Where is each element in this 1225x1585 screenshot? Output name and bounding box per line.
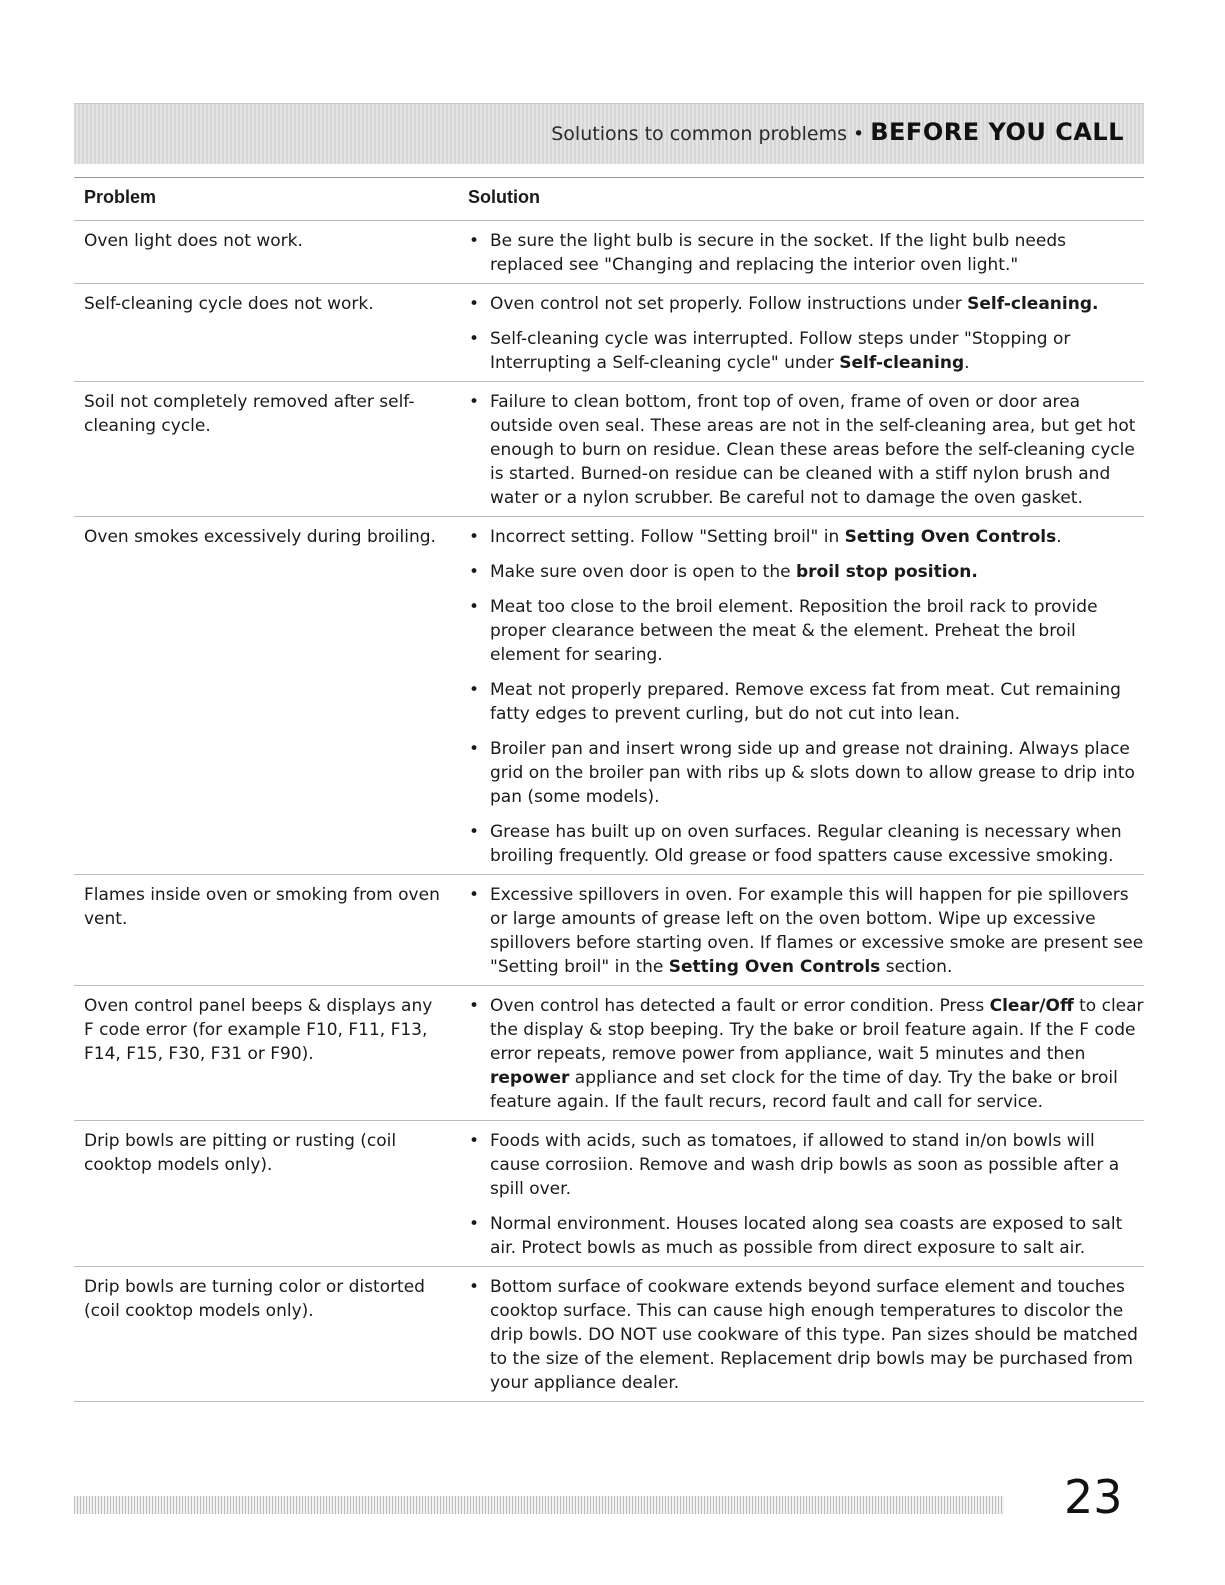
problem-text: Drip bowls are pitting or rusting (coil cooktop models only). bbox=[84, 1131, 397, 1175]
solution-item bbox=[466, 883, 1144, 979]
problem-text: Self-cleaning cycle does not work. bbox=[84, 294, 374, 314]
problem-text: Oven light does not work. bbox=[84, 231, 303, 251]
solution-text: . bbox=[964, 353, 970, 373]
solution-text: appliance and set clock for the time of day. Try the bake or broil feature again. If the fault recurs, record fault and call for service. bbox=[490, 1068, 1118, 1112]
solution-list bbox=[466, 986, 1144, 1120]
solution-list bbox=[466, 1267, 1144, 1401]
page-header bbox=[551, 118, 1124, 146]
emphasis-text: Clear/Off bbox=[989, 996, 1074, 1016]
solution-text: Make sure oven door is open to the bbox=[490, 562, 796, 582]
table-row bbox=[74, 1121, 1144, 1267]
table-header-row bbox=[74, 177, 1144, 221]
solution-list bbox=[466, 382, 1144, 516]
emphasis-text: Setting Oven Controls bbox=[844, 527, 1057, 547]
solution-text: Broiler pan and insert wrong side up and grease not draining. Always place grid on the broiler pan with ribs up & slots down to allow grease to drip into pan (some models). bbox=[490, 739, 1135, 807]
emphasis-text: Self-cleaning bbox=[839, 353, 965, 373]
solution-item bbox=[466, 1275, 1144, 1395]
bullet-icon: • bbox=[469, 1277, 480, 1297]
solution-item bbox=[466, 595, 1144, 667]
solution-item bbox=[466, 1129, 1144, 1201]
header-separator: • bbox=[853, 123, 865, 145]
solution-item bbox=[466, 737, 1144, 809]
solution-list bbox=[466, 517, 1144, 874]
bullet-icon: • bbox=[469, 527, 480, 547]
problem-column-header: Problem bbox=[84, 187, 157, 207]
bullet-icon: • bbox=[469, 1131, 480, 1151]
bullet-icon: • bbox=[469, 294, 480, 314]
solution-list bbox=[466, 1121, 1144, 1266]
emphasis-text: broil stop position. bbox=[795, 562, 978, 582]
bullet-icon: • bbox=[469, 680, 480, 700]
bullet-icon: • bbox=[469, 1214, 480, 1234]
solution-text: Grease has built up on oven surfaces. Regular cleaning is necessary when broiling frequently. Old grease or food spatters cause excessive smoking. bbox=[490, 822, 1122, 866]
emphasis-text: repower bbox=[490, 1068, 570, 1088]
solution-text: Bottom surface of cookware extends beyond surface element and touches cooktop surface. This can cause high enough temperatures to discolor the drip bowls. DO NOT use cookware of this type. Pan sizes should be matched to the size of the element. Replacement drip bowls may be purchased from your appliance dealer. bbox=[490, 1277, 1138, 1393]
problem-text: Flames inside oven or smoking from oven vent. bbox=[84, 885, 440, 929]
table-row bbox=[74, 875, 1144, 986]
header-subtitle: Solutions to common problems bbox=[551, 123, 848, 145]
page-number: 23 bbox=[1064, 1470, 1123, 1524]
bullet-icon: • bbox=[469, 739, 480, 759]
table-row bbox=[74, 986, 1144, 1121]
solution-item bbox=[466, 678, 1144, 726]
table-row bbox=[74, 221, 1144, 284]
solution-text: Normal environment. Houses located along sea coasts are exposed to salt air. Protect bowls as much as possible from direct exposure to salt air. bbox=[490, 1214, 1123, 1258]
bullet-icon: • bbox=[469, 392, 480, 412]
table-row bbox=[74, 1267, 1144, 1402]
bullet-icon: • bbox=[469, 562, 480, 582]
solution-list bbox=[466, 875, 1144, 985]
problem-text: Oven control panel beeps & displays any F code error (for example F10, F11, F13, F14, F15, F30, F31 or F90). bbox=[84, 996, 433, 1064]
troubleshooting-table bbox=[74, 177, 1144, 1402]
solution-text: Oven control has detected a fault or error condition. Press bbox=[490, 996, 990, 1016]
problem-text: Drip bowls are turning color or distorted (coil cooktop models only). bbox=[84, 1277, 425, 1321]
solution-item bbox=[466, 820, 1144, 868]
solution-text: Be sure the light bulb is secure in the socket. If the light bulb needs replaced see "Changing and replacing the interior oven light." bbox=[490, 231, 1066, 275]
header-band bbox=[74, 103, 1144, 164]
bullet-icon: • bbox=[469, 885, 480, 905]
bullet-icon: • bbox=[469, 822, 480, 842]
solution-list bbox=[466, 284, 1144, 381]
solution-item bbox=[466, 229, 1144, 277]
bullet-icon: • bbox=[469, 231, 480, 251]
solution-text: section. bbox=[880, 957, 953, 977]
header-title: BEFORE YOU CALL bbox=[870, 118, 1124, 146]
emphasis-text: Setting Oven Controls bbox=[668, 957, 881, 977]
bullet-icon: • bbox=[469, 597, 480, 617]
footer-band bbox=[74, 1496, 1004, 1514]
solution-item bbox=[466, 525, 1144, 549]
solution-item bbox=[466, 327, 1144, 375]
solution-item bbox=[466, 560, 1144, 584]
table-body bbox=[74, 221, 1144, 1402]
solution-text: Meat too close to the broil element. Reposition the broil rack to provide proper clearance between the meat & the element. Preheat the broil element for searing. bbox=[490, 597, 1098, 665]
solution-text: Failure to clean bottom, front top of oven, frame of oven or door area outside oven seal. These areas are not in the self-cleaning area, but get hot enough to burn on residue. Clean these areas before the self-cleaning cycle is started. Burned-on residue can be cleaned with a stiff nylon brush and water or a nylon scrubber. Be careful not to damage the oven gasket. bbox=[490, 392, 1136, 508]
solution-text: Self-cleaning cycle was interrupted. Follow steps under "Stopping or Interrupting a Self-cleaning cycle" under bbox=[490, 329, 1071, 373]
solution-text: Meat not properly prepared. Remove excess fat from meat. Cut remaining fatty edges to prevent curling, but do not cut into lean. bbox=[490, 680, 1121, 724]
problem-text: Soil not completely removed after self-cleaning cycle. bbox=[84, 392, 415, 436]
solution-item bbox=[466, 292, 1144, 316]
solution-text: Oven control not set properly. Follow instructions under bbox=[490, 294, 968, 314]
solution-text: Excessive spillovers in oven. For example this will happen for pie spillovers or large amounts of grease left on the oven bottom. Wipe up excessive spillovers before starting oven. If flames or excessive smoke are present see "Setting broil" in the bbox=[490, 885, 1144, 977]
solution-list bbox=[466, 221, 1144, 283]
solution-item bbox=[466, 1212, 1144, 1260]
bullet-icon: • bbox=[469, 996, 480, 1016]
solution-text: Foods with acids, such as tomatoes, if allowed to stand in/on bowls will cause corrosiion. Remove and wash drip bowls as soon as possible after a spill over. bbox=[490, 1131, 1120, 1199]
bullet-icon: • bbox=[469, 329, 480, 349]
solution-item bbox=[466, 994, 1144, 1114]
table-row bbox=[74, 517, 1144, 875]
solution-text: to clear the display & stop beeping. Try the bake or broil feature again. If the F code error repeats, remove power from appliance, wait 5 minutes and then bbox=[490, 996, 1144, 1064]
table-row bbox=[74, 284, 1144, 382]
table-row bbox=[74, 382, 1144, 517]
solution-item bbox=[466, 390, 1144, 510]
solution-text: Incorrect setting. Follow "Setting broil" in bbox=[490, 527, 845, 547]
problem-text: Oven smokes excessively during broiling. bbox=[84, 527, 436, 547]
solution-column-header: Solution bbox=[468, 187, 540, 207]
solution-text: . bbox=[1056, 527, 1062, 547]
emphasis-text: Self-cleaning. bbox=[967, 294, 1099, 314]
